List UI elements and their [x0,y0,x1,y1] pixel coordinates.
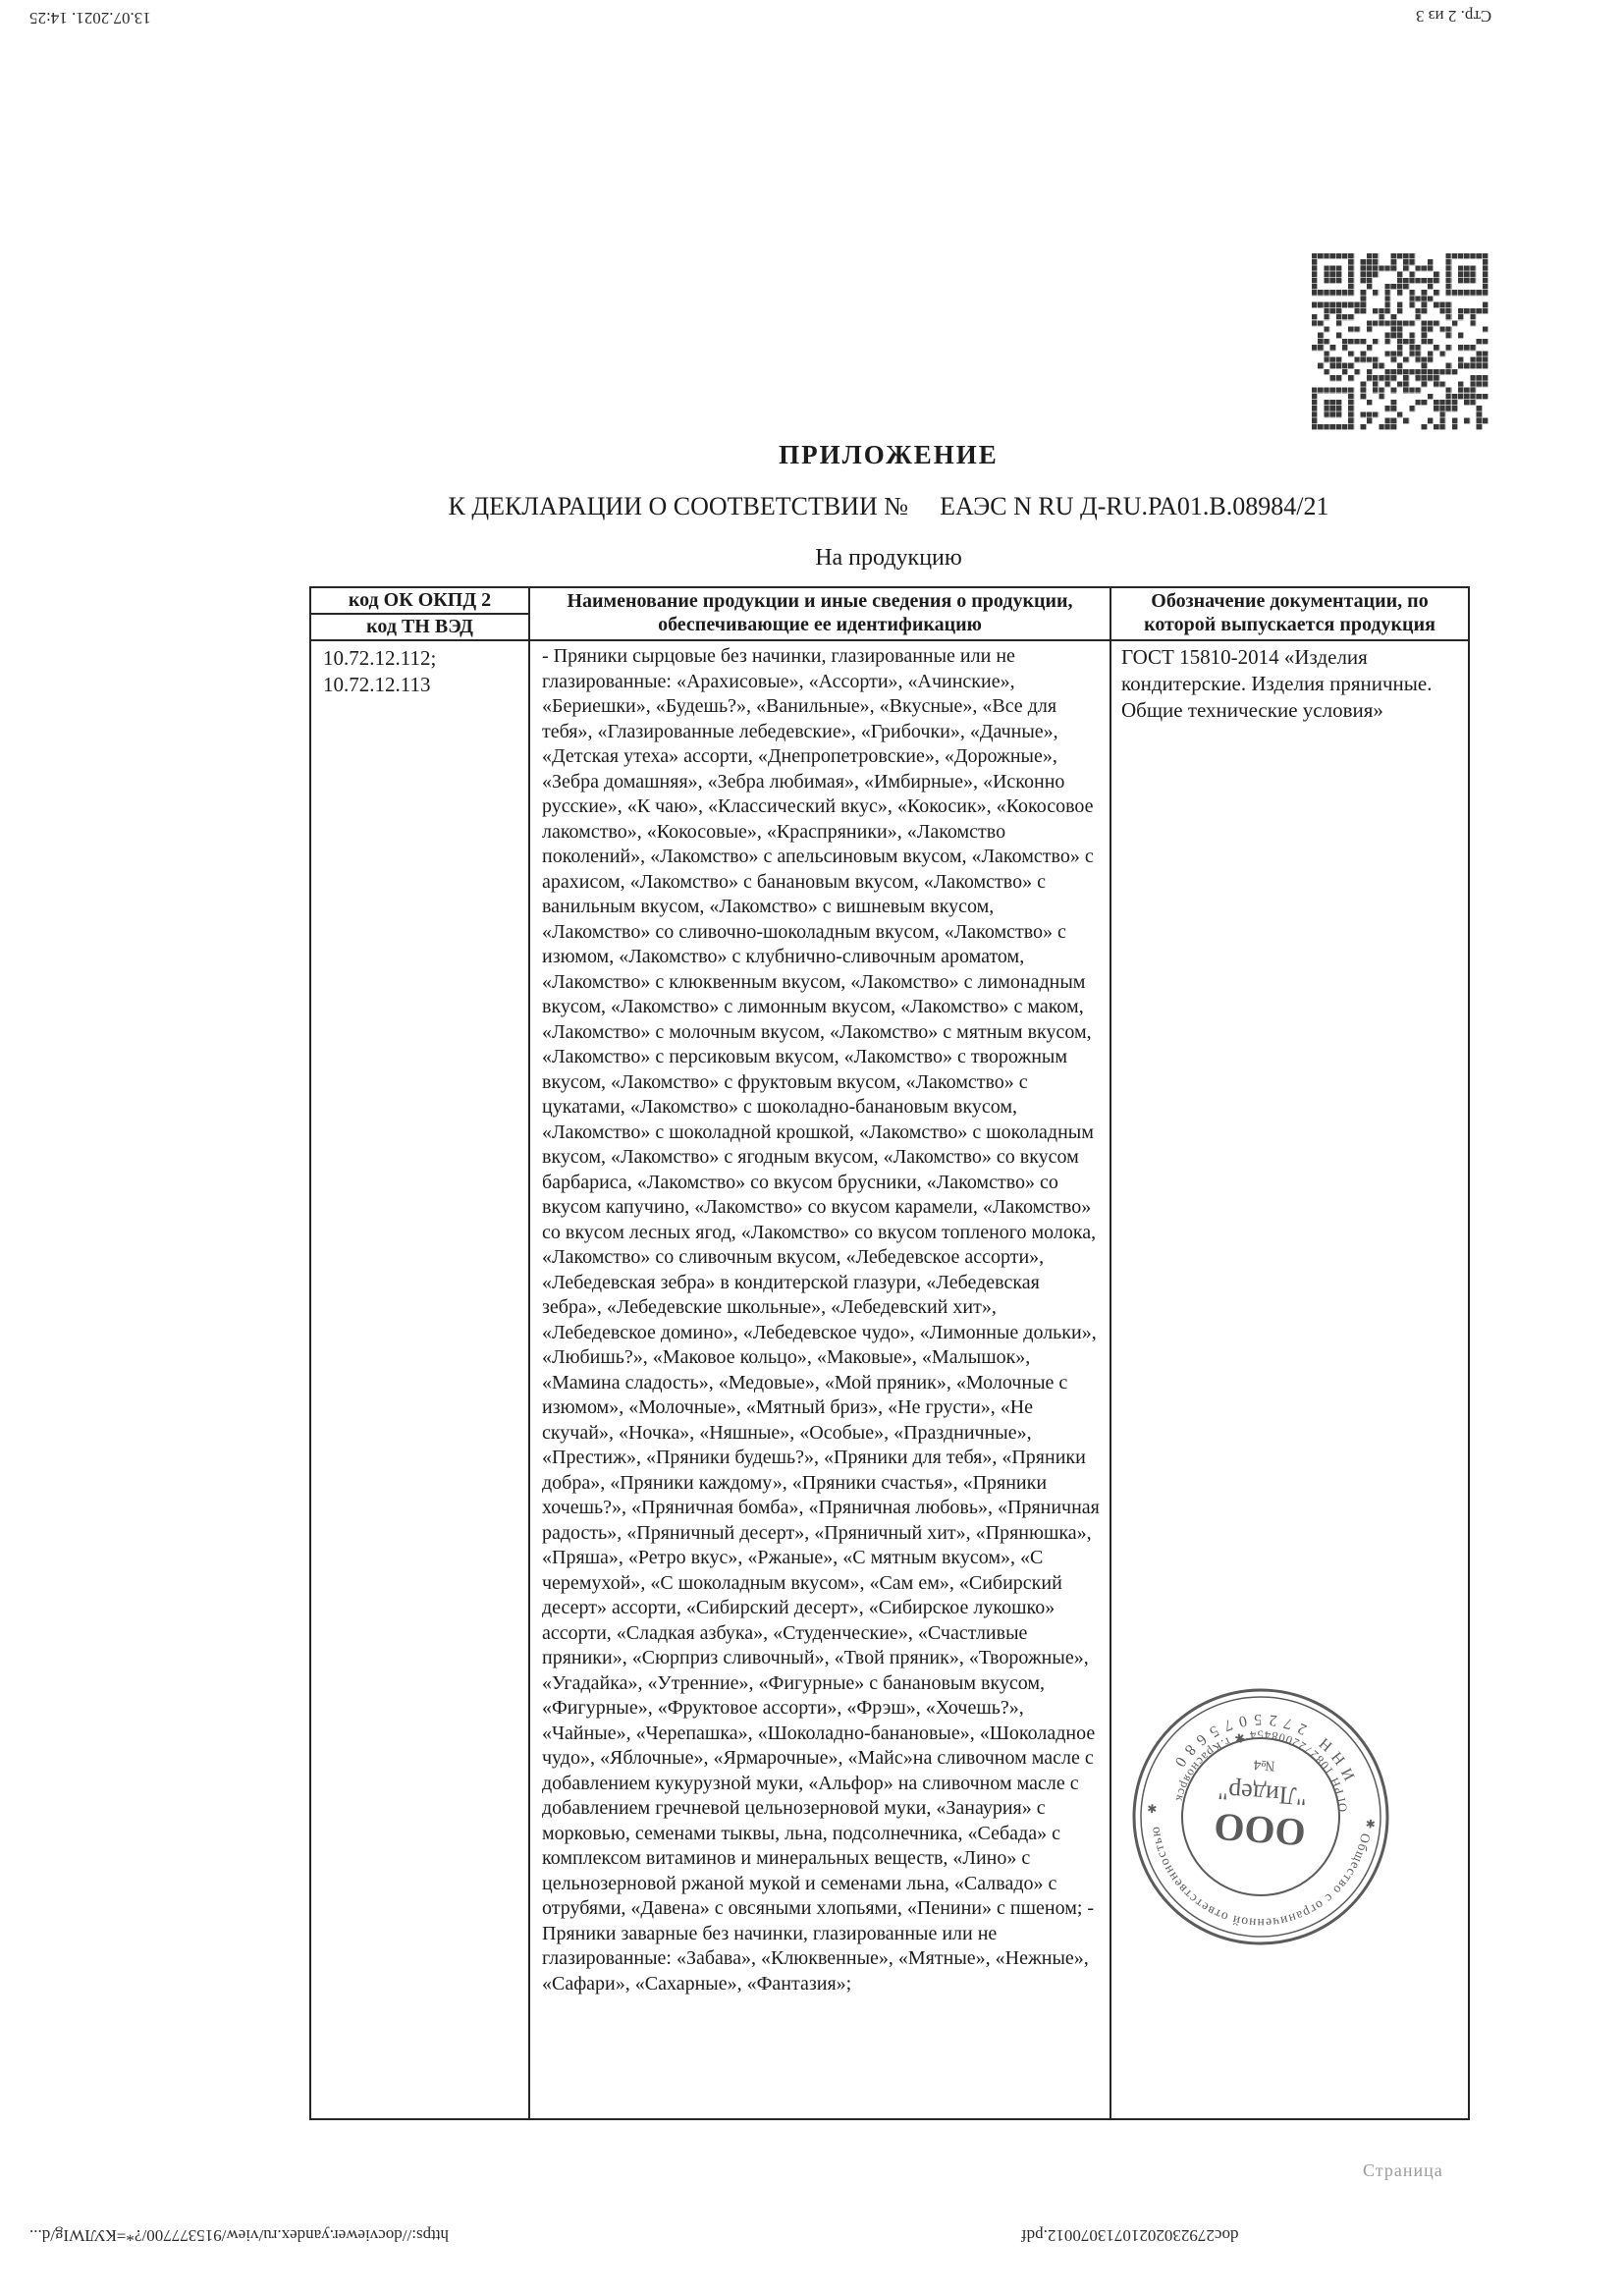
header-product-cell [529,587,1110,640]
stamp-inn-text: ИНН 2725075680 [1168,1711,1359,1783]
cell-product-names [529,640,1110,2119]
stamp-star-right: ✱ [1146,1800,1158,1816]
declaration-number: ЕАЭС N RU Д-RU.РА01.В.08984/21 [940,492,1329,520]
stamp-ooo-text: ООО [1212,1804,1308,1856]
company-stamp [1104,1660,1418,1974]
stamp-legal-name-text: Общество с ограниченной ответственностью [1147,1826,1374,1931]
print-footer-filename-text: doc27923020210713070012.pdf [1021,2226,1239,2245]
declaration-title-line [309,492,1468,521]
declaration-label: К ДЕКЛАРАЦИИ О СООТВЕТСТВИИ № [448,492,909,520]
company-stamp-graphic [1104,1660,1418,1974]
print-header-datetime [29,8,151,27]
print-header-pagenum-text: Стр. 2 из 3 [1416,7,1492,26]
print-header-pagенum [1416,6,1491,26]
tnved-code-value: 10.72.12.113 [323,673,431,696]
subtitle-products: На продукцию [815,545,962,571]
appendix-title: ПРИЛОЖЕНИЕ [779,440,999,469]
header-doc-label: Обозначение документации, по которой выпускается продукция [1144,590,1435,635]
print-footer-url [29,2225,449,2245]
header-okpd-label: код ОК ОКПД 2 [311,588,528,615]
stamp-company-name-text: "Лидер" [1217,1776,1308,1812]
title-block [309,440,1468,572]
header-product-label: Наименование продукции и иные сведения о продукции, обеспечивающие ее идентификацию [567,590,1073,635]
table-header-row [310,587,1469,640]
print-footer-filename [1021,2225,1238,2245]
stamp-ogrn-city-text: ОГРН 1082722008454 ✱ г.Красноярск [1172,1727,1350,1813]
header-codes-cell [310,587,529,640]
product-names-text: - Пряники сырцовые без начинки, глазированные или не глазированные: «Арахисовые», «Ассорти», «Ачинские», «Бериешки», «Будешь?», «Ванильные», «Вкусные», «Все для тебя», «Глазированные лебедевские», «Грибочки», «Дачные», «Детская утеха» ассорти, «Днепропетровские», «Дорожные», «Зебра домашняя», «Зебра любимая», «Имбирные», «Исконно русские», «К чаю», «Классический вкус», «Кокосик», «Кокосовое лакомство», «Кокосовые», «Краспряники», «Лакомство поколений», «Лакомство» с апельсиновым вкусом, «Лакомство» с арахисом, «Лакомство» с банановым вкусом, «Лакомство» с ванильным вкусом, «Лакомство» с вишневым вкусом, «Лакомство» со сливочно-шоколадным вкусом, «Лакомство» с изюмом, «Лакомство» с клубнично-сливочным ароматом, «Лакомство» с клюквенным вкусом, «Лакомство» с лимонадным вкусом, «Лакомство» с лимонным вкусом, «Лакомство» с маком, «Лакомство» с молочным вкусом, «Лакомство» с мятным вкусом, «Лакомство» с персиковым вкусом, «Лакомство» с творожным вкусом, «Лакомство» с фруктовым вкусом, «Лакомство» с цукатами, «Лакомство» с шоколадно-банановым вкусом, «Лакомство» с шоколадной крошкой, «Лакомство» с шоколадным вкусом, «Лакомство» с ягодным вкусом, «Лакомство» со вкусом барбариса, «Лакомство» со вкусом брусники, «Лакомство» со вкусом капучино, «Лакомство» со вкусом карамели, «Лакомство» со вкусом лесных ягод, «Лакомство» со вкусом топленого молока, «Лакомство» со сливочным вкусом, «Лебедевское ассорти», «Лебедевская зебра» в кондитерской глазури, «Лебедевская зебра», «Лебедевские школьные», «Лебедевский хит», «Лебедевское домино», «Лебедевское чудо», «Лимонные дольки», «Любишь?», «Маковое кольцо», «Маковые», «Малышок», «Мамина сладость», «Медовые», «Мой пряник», «Молочные с изюмом», «Молочные», «Мятный бриз», «Не грусти», «Не скучай», «Ночка», «Няшные», «Особые», «Праздничные», «Престиж», «Пряники будешь?», «Пряники для тебя», «Пряники добра», «Пряники каждому», «Пряники счастья», «Пряники хочешь?», «Пряничная бомба», «Пряничная любовь», «Пряничная радость», «Пряничный десерт», «Пряничный хит», «Прянюшка», «Пряша», «Ретро вкус», «Ржаные», «С мятным вкусом», «С черемухой», «С шоколадным вкусом», «Сам ем», «Сибирский десерт» ассорти, «Сибирский десерт», «Сибирское лукошко» ассорти, «Сладкая азбука», «Студенческие», «Счастливые пряники», «Сюрприз сливочный», «Твой пряник», «Творожные», «Угадайка», «Утренние», «Фигурные» с банановым вкусом, «Фигурные», «Фруктовое ассорти», «Фрэш», «Хочешь?», «Чайные», «Черепашка», «Шоколадно-банановые», «Шоколадное чудо», «Яблочные», «Ярмарочные», «Майс»на сливочном масле с добавлением кукурузной муки, «Альфор» на сливочном масле с добавлением гречневой цельнозерновой муки, «Занаурия» с морковью, семенами тыквы, льна, подсолнечника, «Себада» с комплексом витаминов и минеральных веществ, «Лино» с цельнозерновой ржаной мукой и семенами льна, «Салвадо» с отрубями, «Давена» с овсяными хлопьями, «Пенини» с пшеном; - Пряники заварные без начинки, глазированные или не глазированные: «Забава», «Клюквенные», «Мятные», «Нежные», «Сафари», «Сахарные», «Фантазия»; [542,645,1100,1995]
stamp-number-text: №4 [1253,1756,1276,1774]
cell-codes [310,640,529,2119]
print-header-datetime-text: 13.07.2021. 14:25 [29,9,151,27]
qr-code [1312,253,1489,430]
gost-reference-text: ГОСТ 15810-2014 «Изделия кондитерские. Изделия пряничные. Общие технические условия» [1121,645,1433,722]
print-footer-url-text: https://docviewer.yandex.ru/view/915377700/?*=КУЛWIg/d... [29,2226,450,2245]
header-tnved-label: код ТН ВЭД [366,616,473,637]
header-doc-cell [1110,587,1469,640]
okpd-code-value: 10.72.12.112; [323,646,437,670]
page-note: Страница [1363,2160,1443,2180]
stamp-star-left: ✱ [1365,1816,1377,1831]
